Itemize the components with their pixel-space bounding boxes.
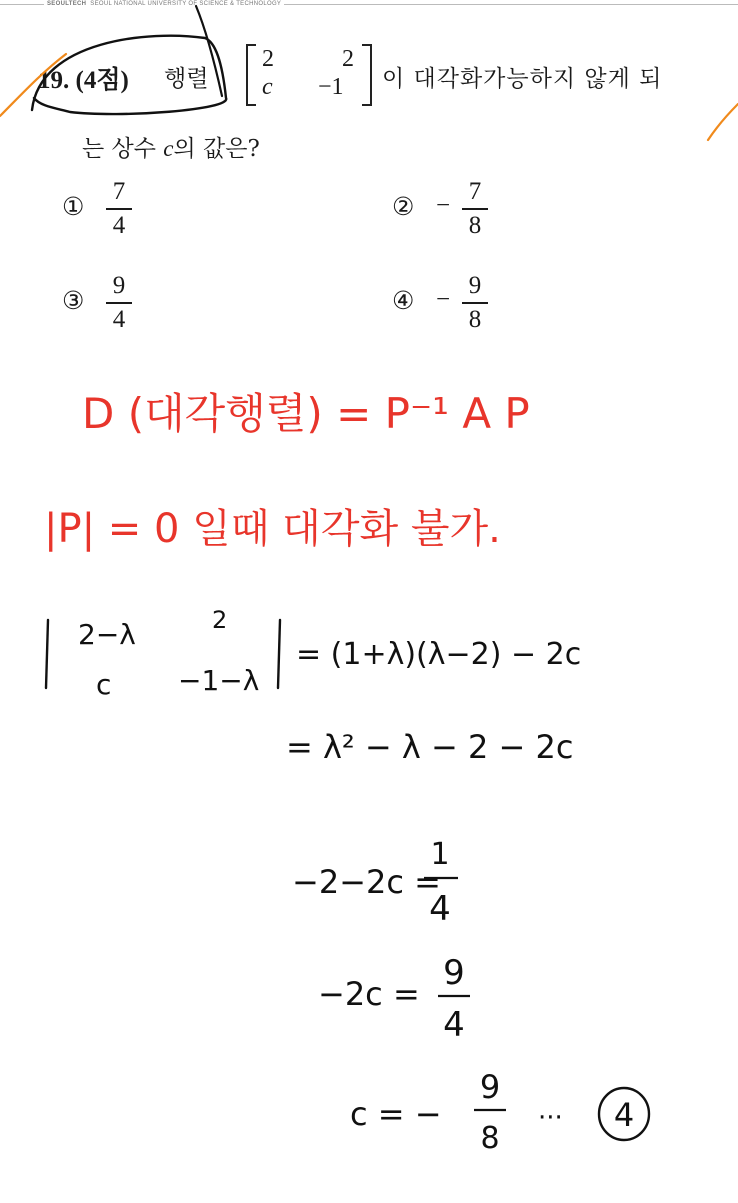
- det-m22: −1−λ: [178, 664, 260, 697]
- step-equation-num: 1: [430, 837, 450, 872]
- question-pre-text: 행렬: [164, 66, 209, 92]
- step-solve-lhs: −2c =: [318, 975, 420, 1013]
- choice-numerator: 7: [112, 178, 126, 205]
- matrix-a11: 2: [262, 46, 274, 72]
- matrix-a22: −1: [318, 74, 344, 100]
- choice-mark: ③: [62, 288, 85, 315]
- step-equation-lhs: −2−2c =: [292, 863, 441, 901]
- question-post-text: 이 대각화가능하지 않게 되: [382, 66, 663, 92]
- step-result-lhs: c = −: [350, 1095, 442, 1133]
- step-result-num: 9: [479, 1068, 501, 1106]
- circle-stroke: [32, 36, 226, 114]
- header-brand: SEOULTECH: [47, 1, 87, 7]
- choice-mark: ④: [392, 288, 415, 315]
- red-note-diagonal: D (대각행렬) = P⁻¹ A P: [82, 389, 530, 438]
- choice-numerator: 9: [112, 272, 126, 299]
- header-university: SEOUL NATIONAL UNIVERSITY OF SCIENCE & TECHNOLOGY: [90, 1, 282, 7]
- choice-denominator: 8: [468, 305, 482, 333]
- choice-mark: ②: [392, 194, 415, 221]
- red-note-condition: |P| = 0 일때 대각화 불가.: [44, 506, 501, 552]
- det-rhs: = (1+λ)(λ−2) − 2c: [296, 637, 582, 672]
- answer-number: 4: [613, 1096, 635, 1134]
- det-m21: c: [96, 668, 112, 701]
- step-solve-den: 4: [443, 1005, 465, 1045]
- choice-sign: −: [436, 192, 451, 219]
- step-result-dots: ···: [538, 1103, 563, 1133]
- question-points: (4점): [75, 67, 129, 94]
- choice-denominator: 8: [468, 211, 482, 239]
- choice-numerator: 9: [468, 272, 482, 299]
- choice-numerator: 7: [468, 178, 482, 205]
- det-m12: 2: [212, 606, 228, 634]
- tick-stroke: [196, 6, 222, 96]
- det-bar-right: [278, 620, 280, 688]
- question-line2-var: c: [163, 136, 174, 161]
- question-line2-pre: 는 상수: [82, 136, 164, 162]
- choice-sign: −: [436, 286, 451, 313]
- matrix-a21: c: [262, 74, 273, 100]
- step-solve-num: 9: [443, 953, 465, 993]
- choice-mark: ①: [62, 194, 85, 221]
- orange-slash-right: [708, 104, 738, 140]
- det-bar-left: [46, 620, 48, 688]
- det-m11: 2−λ: [78, 618, 136, 651]
- choice-denominator: 4: [112, 305, 126, 333]
- choice-denominator: 4: [112, 211, 126, 239]
- step-expand: = λ² − λ − 2 − 2c: [286, 728, 574, 766]
- matrix-a12: 2: [342, 46, 354, 72]
- step-equation-den: 4: [429, 889, 451, 929]
- question-number-text: 19.: [38, 67, 70, 94]
- question-line2-post: 의 값은?: [173, 136, 260, 162]
- step-result-den: 8: [480, 1121, 500, 1156]
